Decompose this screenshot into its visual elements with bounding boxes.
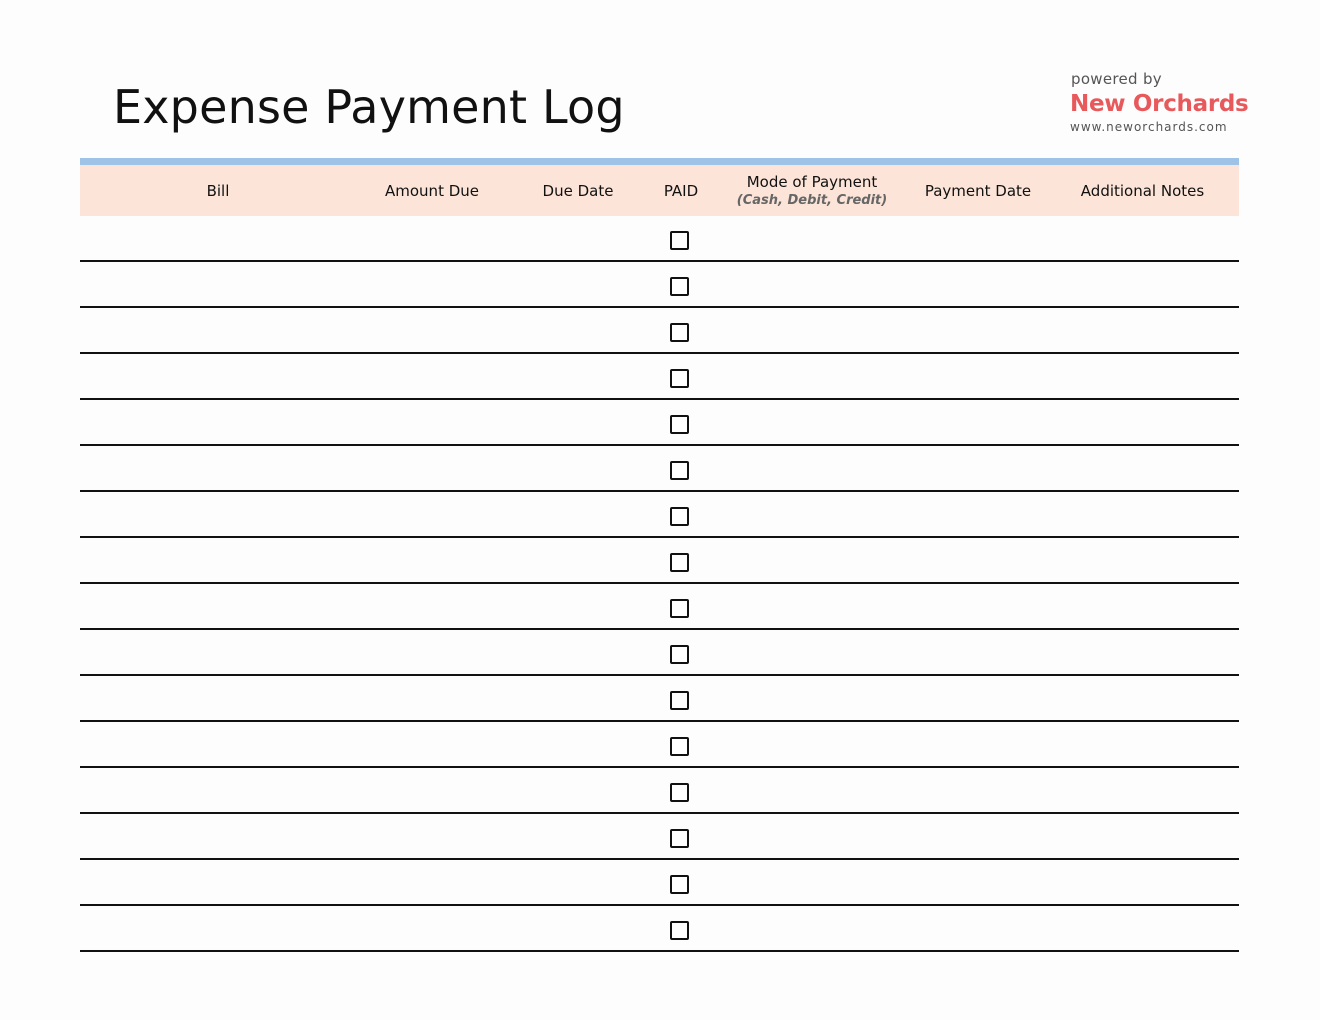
mode-of-payment-hint: (Cash, Debit, Credit)	[736, 193, 888, 208]
page-title: Expense Payment Log	[113, 80, 625, 134]
table-row[interactable]	[80, 814, 1239, 860]
table-row[interactable]	[80, 722, 1239, 768]
table-top-rule	[80, 158, 1239, 165]
expense-log-table	[80, 158, 1239, 952]
mode-of-payment-label: Mode of Payment	[746, 173, 878, 191]
brand-block	[1070, 70, 1249, 134]
table-row[interactable]	[80, 354, 1239, 400]
paid-checkbox[interactable]	[670, 231, 689, 250]
column-header-amount-due: Amount Due	[385, 181, 479, 200]
table-row[interactable]	[80, 860, 1239, 906]
table-row[interactable]	[80, 676, 1239, 722]
paid-checkbox[interactable]	[670, 921, 689, 940]
table-row[interactable]	[80, 308, 1239, 354]
table-row[interactable]	[80, 768, 1239, 814]
table-row[interactable]	[80, 584, 1239, 630]
table-row[interactable]	[80, 492, 1239, 538]
paid-checkbox[interactable]	[670, 415, 689, 434]
paid-checkbox[interactable]	[670, 691, 689, 710]
column-header-mode-of-payment	[714, 173, 910, 208]
brand-url: www.neworchards.com	[1070, 120, 1228, 134]
paid-checkbox[interactable]	[670, 875, 689, 894]
paid-checkbox[interactable]	[670, 783, 689, 802]
powered-by-label: powered by	[1071, 70, 1162, 88]
table-body	[80, 216, 1239, 952]
table-header	[80, 165, 1239, 216]
paid-checkbox[interactable]	[670, 323, 689, 342]
paid-checkbox[interactable]	[670, 507, 689, 526]
column-header-additional-notes: Additional Notes	[1080, 181, 1205, 200]
column-header-due-date: Due Date	[542, 181, 614, 200]
paid-checkbox[interactable]	[670, 599, 689, 618]
paid-checkbox[interactable]	[670, 369, 689, 388]
table-row[interactable]	[80, 446, 1239, 492]
paid-checkbox[interactable]	[670, 461, 689, 480]
table-row[interactable]	[80, 538, 1239, 584]
column-header-payment-date: Payment Date	[924, 181, 1032, 200]
table-row[interactable]	[80, 216, 1239, 262]
column-header-bill: Bill	[206, 181, 230, 200]
paid-checkbox[interactable]	[670, 645, 689, 664]
table-row[interactable]	[80, 906, 1239, 952]
table-row[interactable]	[80, 262, 1239, 308]
table-row[interactable]	[80, 630, 1239, 676]
paid-checkbox[interactable]	[670, 829, 689, 848]
paid-checkbox[interactable]	[670, 553, 689, 572]
table-row[interactable]	[80, 400, 1239, 446]
paid-checkbox[interactable]	[670, 277, 689, 296]
paid-checkbox[interactable]	[670, 737, 689, 756]
column-header-paid: PAID	[663, 181, 699, 200]
brand-logo: New Orchards	[1070, 91, 1249, 117]
